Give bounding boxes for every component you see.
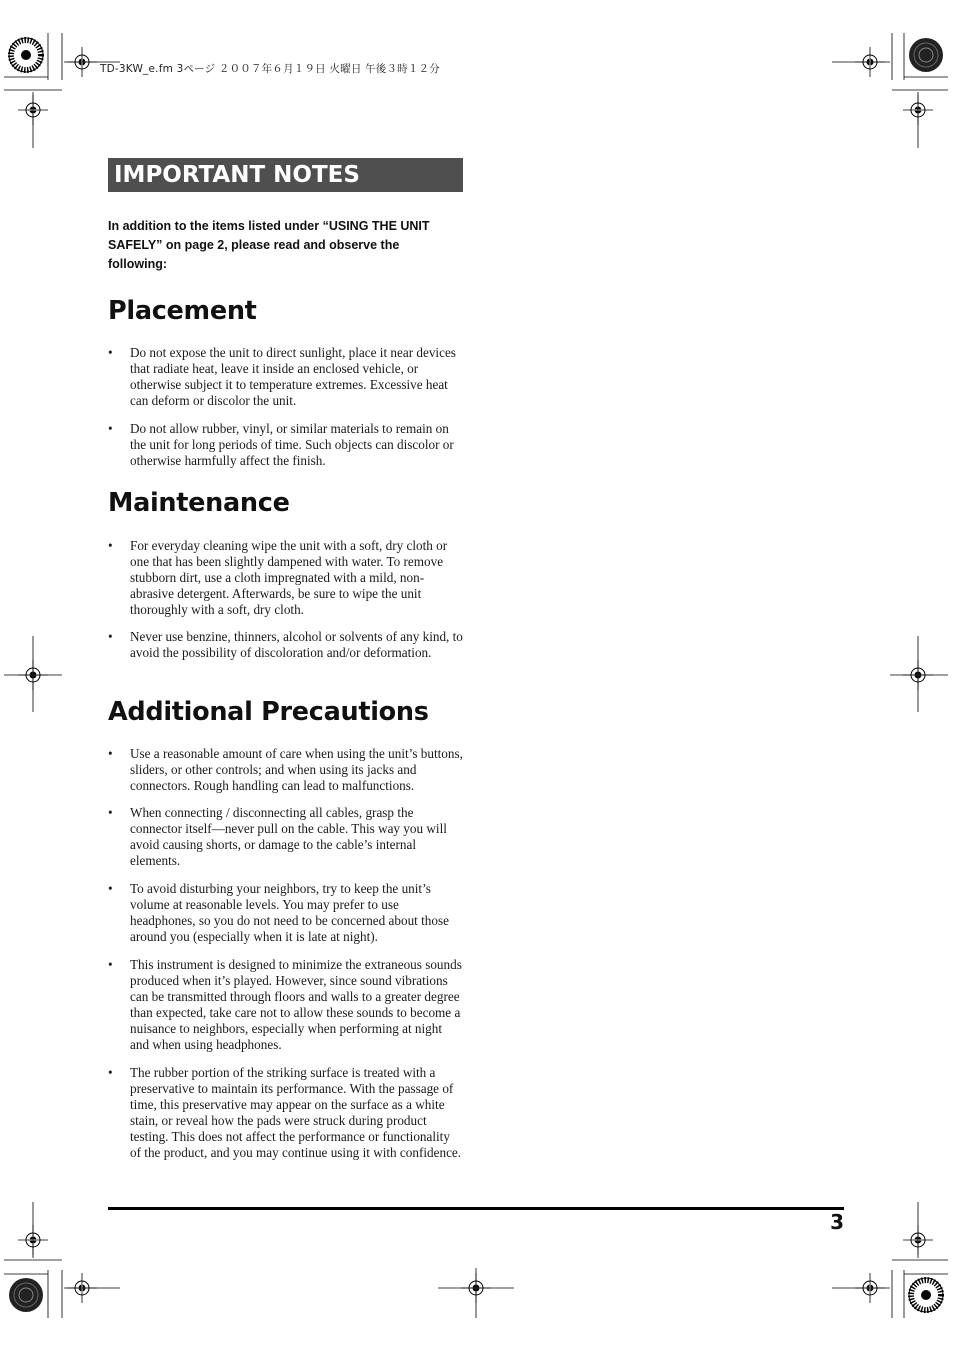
list-item	[108, 629, 463, 661]
footer-rule	[108, 1207, 844, 1210]
bullet-icon: •	[108, 805, 113, 820]
bullet-icon: •	[108, 881, 113, 896]
list-item-text: Do not allow rubber, vinyl, or similar materials to remain on the unit for long periods of time. Such objects can discolor or otherwise harmfully affect the finish.	[130, 421, 454, 468]
section-heading-maintenance: Maintenance	[108, 488, 290, 518]
list-item	[108, 881, 463, 945]
list-item-text: When connecting / disconnecting all cables, grasp the connector itself—never pull on the cable. This way you will avoid causing shorts, or damage to the cable’s internal elements.	[130, 805, 447, 868]
list-item	[108, 538, 463, 618]
list-item	[108, 805, 463, 869]
section-heading-additional-precautions: Additional Precautions	[108, 697, 429, 727]
list-item	[108, 345, 463, 409]
bullet-icon: •	[108, 629, 113, 644]
intro-paragraph: In addition to the items listed under “USING THE UNIT SAFELY” on page 2, please read and observe the following:	[108, 219, 430, 271]
list-item	[108, 957, 463, 1053]
list-item	[108, 746, 463, 794]
list-item-text: Do not expose the unit to direct sunlight, place it near devices that radiate heat, leave it inside an enclosed vehicle, or otherwise subject it to temperature extremes. Excessive heat can deform or discolor the unit.	[130, 345, 456, 408]
list-item-text: To avoid disturbing your neighbors, try to keep the unit’s volume at reasonable levels. You may prefer to use headphones, so you do not need to be concerned about those around you (especially when it is late at night).	[130, 881, 449, 944]
bullet-icon: •	[108, 1065, 113, 1080]
bullet-icon: •	[108, 746, 113, 761]
banner-title: IMPORTANT NOTES	[114, 162, 360, 188]
bullet-icon: •	[108, 538, 113, 553]
list-item-text: Use a reasonable amount of care when using the unit’s buttons, sliders, or other controls; and when using its jacks and connectors. Rough handling can lead to malfunctions.	[130, 746, 463, 793]
list-item-text: For everyday cleaning wipe the unit with a soft, dry cloth or one that has been slightly dampened with water. To remove stubborn dirt, use a cloth impregnated with a mild, non-abrasive detergent. Afterwards, be sure to wipe the unit thoroughly with a soft, dry cloth.	[130, 538, 448, 617]
file-header-slug: TD-3KW_e.fm 3ページ ２００７年６月１９日 火曜日 午後３時１２分	[100, 63, 440, 75]
bullet-icon: •	[108, 421, 113, 436]
list-item-text: Never use benzine, thinners, alcohol or solvents of any kind, to avoid the possibility of discoloration and/or deformation.	[130, 629, 463, 660]
maintenance-list	[108, 538, 463, 661]
section-heading-placement: Placement	[108, 296, 257, 326]
important-notes-banner	[108, 158, 463, 192]
list-item	[108, 1065, 463, 1161]
bullet-icon: •	[108, 345, 113, 360]
placement-list	[108, 345, 463, 469]
list-item-text: The rubber portion of the striking surface is treated with a preservative to maintain its performance. With the passage of time, this preservative may appear on the surface as a white stain, or reveal how the pads were struck during product testing. This does not affect the performance or functionality of the product, and you may continue using it with confidence.	[130, 1065, 462, 1160]
list-item	[108, 421, 463, 469]
precautions-list	[108, 746, 463, 1161]
bullet-icon: •	[108, 957, 113, 972]
list-item-text: This instrument is designed to minimize the extraneous sounds produced when it’s played. However, since sound vibrations can be transmitted through floors and walls to a greater degree than expected, take care not to allow these sounds to become a nuisance to neighbors, especially when performing at night and when using headphones.	[130, 957, 462, 1052]
page-number: 3	[830, 1210, 844, 1234]
